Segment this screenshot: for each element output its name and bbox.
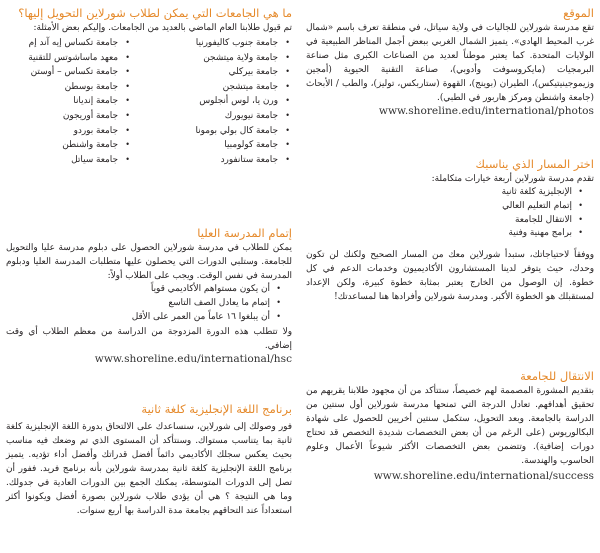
university-item: • جامعة سياتل: [6, 153, 132, 168]
highschool-body: يمكن للطلاب في مدرسة شورلاين الحصول على دبلوم مدرسة عليا والتحويل للجامعة. وستلبي الدورات التي يحصلون عليها متطلبات المدرسة العليا ودبلوم المدرسة في نفس الوقت. ويجب على الطلاب أولاً:: [6, 242, 292, 282]
path-heading: اختر المسار الذي يناسبك: [475, 157, 594, 171]
path-options-list: [306, 186, 594, 241]
highschool-note: ولا تتطلب هذه الدورة المزدوجة من الدراسة من معظم الطلاب أي وقت إضافي.: [6, 326, 292, 351]
universities-grid: [6, 36, 292, 167]
highschool-section: [6, 226, 292, 366]
transfer-url[interactable]: www.shoreline.edu/international/success: [373, 470, 594, 483]
path-option: • الإنجليزية كلغة ثانية: [306, 186, 572, 200]
highschool-requirements-list: [6, 283, 292, 324]
requirement-item: • إتمام ما يعادل الصف التاسع: [6, 297, 270, 311]
transfer-heading: الانتقال للجامعة: [520, 369, 594, 383]
esl-section: [6, 402, 292, 518]
esl-heading: برنامج اللغة الإنجليزية كلغة ثانية: [141, 402, 292, 416]
university-item: • جامعة إنديانا: [6, 94, 132, 109]
universities-list-2: [6, 36, 132, 167]
university-item: • جامعة كولومبيا: [132, 138, 292, 153]
university-item: • معهد ماساشوتس للتقنية: [6, 51, 132, 66]
highschool-heading: إتمام المدرسة العليا: [197, 226, 292, 240]
university-item: • ورن يا، لوس أنجلوس: [132, 94, 292, 109]
university-item: • جامعة ستانفورد: [132, 153, 292, 168]
path-option: • إتمام التعليم العالي: [306, 200, 572, 214]
location-body: تقع مدرسة شورلاين للجاليات في ولاية سياتل، في منطقة تعرف باسم «شمال غرب المحيط الهادي». يتميز الشمال الغربي ببعض أجمل المناظر الطبيعية في الولايات المتحدة. كما يعتبر موطناً لعديد من الصناعات الكبرى مثل صناعة البرمجيات (مايكروسوفت وأدوبي)، صناعة التقنية الحيوية (أمجين وزيموجينيتيكس)، الطيران (بوينج)، القهوة (ستاربكس، توليز)، والطب / الأبحاث (جامعة واشنطن ومركز هاربور في الطبي).: [306, 22, 594, 104]
universities-heading: ما هي الجامعات التي يمكن لطلاب شورلاين التحويل إليها؟: [18, 6, 292, 20]
universities-section: [6, 6, 292, 167]
university-item: • جامعة بوردو: [6, 124, 132, 139]
location-url[interactable]: www.shoreline.edu/international/photos: [378, 105, 594, 118]
university-item: • جامعة تكساس – أوستن: [6, 65, 132, 80]
location-section: [306, 6, 594, 119]
path-section: [306, 157, 594, 304]
path-intro: تقدم مدرسة شورلاين أربعة خيارات متكاملة:: [431, 173, 594, 184]
highschool-url[interactable]: www.shoreline.edu/international/hsc: [94, 352, 292, 365]
university-item: • جامعة واشنطن: [6, 138, 132, 153]
path-option: • برامج مهنية وفنية: [306, 227, 572, 241]
transfer-body: بتقديم المشورة المصممة لهم خصيصاً، ستتأكد من أن مجهود طلابنا يقربهم من تحقيق أهدافهم. تعادل الدرجة التي تمنحها مدرسة شورلاين أول سنتين من الدراسة بالجامعة. وبعد التحويل، ستكمل سنتين أخريين للحصول على شهادة البكالوريوس (على الرغم من أن بعض التخصصات شديدة التخصص قد تحتاج دورات إضافية). وتتضمن بعض التخصصات الأكثر شيوعاً الأعمال وعلوم الحاسوب والهندسة.: [306, 385, 594, 467]
esl-body: فور وصولك إلى شورلاين، سنساعدك على الالتحاق بدورة اللغة الإنجليزية كلغة ثانية بما يتناسب مستواك. وسنتأكد أن المستوى الذي تم وضعك فيه مناسب بحيث يعكس سجلك الأكاديمي دائماً أفضل قدراتك وأفضل أداء تؤديه. يتميز برنامج اللغة الإنجليزية كلغة ثانية بمدرسة شورلاين بأنه برنامج فريد. ففور أن تصل إلى الدورات المتوسطة، يمكنك الجمع بين الدورات العادية في جدولك. وما هي النتيجة ؟ هي أن يؤدي طلاب شورلاين بصورة أفضل ويكونوا أكثر استعداداً عند التحاقهم بجامعة مدة الدراسة بها أربع سنوات.: [6, 421, 292, 517]
university-item: • جامعة ميتشجن: [132, 80, 292, 95]
university-item: • جامعة كال بولي بومونا: [132, 124, 292, 139]
requirement-item: • أن يبلغوا ١٦ عاماً من العمر على الأقل: [6, 311, 270, 325]
university-item: • جامعة بوسطن: [6, 80, 132, 95]
requirement-item: • أن يكون مستواهم الأكاديمي قوياً: [6, 283, 270, 297]
universities-intro: تم قبول طلابنا العام الماضي بالعديد من الجامعات. وإليكم بعض الأمثلة:: [33, 22, 292, 33]
universities-list-1: [132, 36, 292, 167]
transfer-section: [306, 369, 594, 484]
path-option: • الانتقال للجامعة: [306, 214, 572, 228]
university-item: • جامعة نيويورك: [132, 109, 292, 124]
location-heading: الموقع: [563, 6, 594, 20]
path-body: ووفقاً لاحتياجاتك، ستبدأ شورلاين معك من المسار الصحيح ولكنك لن تكون وحدك، حيث يتوفر لدينا المستشارون الأكاديميون وخدمات الدعم في كل خطوة. إن الوصول من الخارج يعتبر بمثابة خطوة كبيرة، ولكن الإعداد لمستقبلك هو الخطوة الأكبر. ومدرسة شورلاين وأفرادها هنا لمساعدتك!: [306, 250, 594, 303]
university-item: • جامعة بيركلي: [132, 65, 292, 80]
university-item: • جامعة تكساس إيه آند إم: [6, 36, 132, 51]
university-item: • جامعة جنوب كاليفورنيا: [132, 36, 292, 51]
university-item: • جامعة ولاية ميتشجن: [132, 51, 292, 66]
university-item: • جامعة أوريجون: [6, 109, 132, 124]
